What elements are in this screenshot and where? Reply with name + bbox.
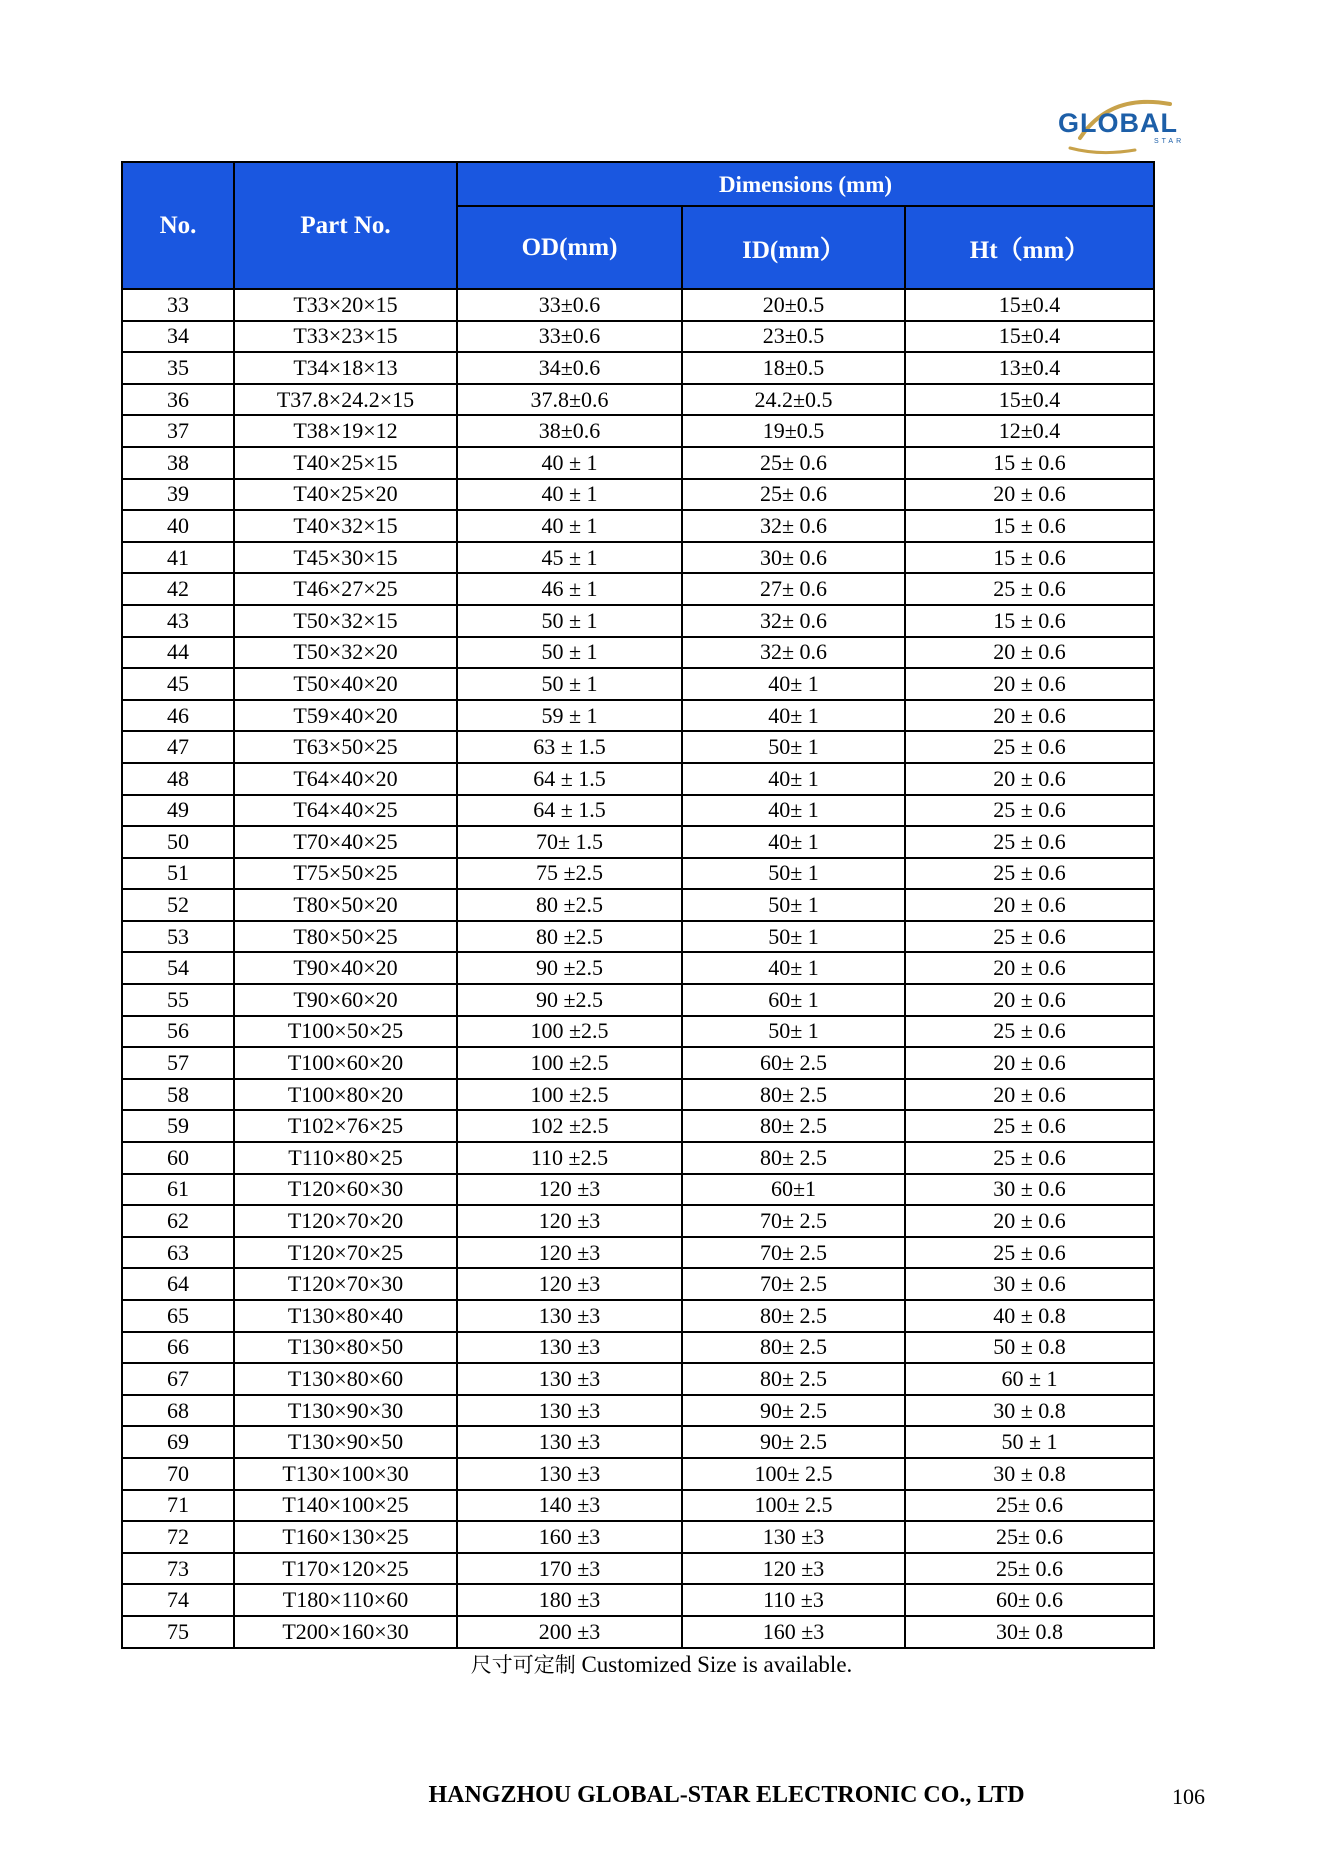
header-od: OD(mm) <box>457 206 682 289</box>
cell-ht: 30± 0.8 <box>905 1616 1154 1648</box>
cell-id: 60±1 <box>682 1174 905 1206</box>
cell-id: 90± 2.5 <box>682 1426 905 1458</box>
cell-od: 75 ±2.5 <box>457 858 682 890</box>
table-row <box>122 1584 1154 1616</box>
table-row <box>122 1047 1154 1079</box>
cell-no: 46 <box>122 700 234 732</box>
cell-no: 60 <box>122 1142 234 1174</box>
cell-id: 50± 1 <box>682 731 905 763</box>
cell-id: 50± 1 <box>682 1016 905 1048</box>
table-row <box>122 1395 1154 1427</box>
cell-id: 40± 1 <box>682 952 905 984</box>
cell-part-no: T102×76×25 <box>234 1110 457 1142</box>
cell-od: 59 ± 1 <box>457 700 682 732</box>
cell-part-no: T100×50×25 <box>234 1016 457 1048</box>
cell-no: 67 <box>122 1363 234 1395</box>
table-row <box>122 731 1154 763</box>
cell-id: 27± 0.6 <box>682 573 905 605</box>
table-row <box>122 795 1154 827</box>
table-row <box>122 1142 1154 1174</box>
cell-part-no: T90×60×20 <box>234 984 457 1016</box>
cell-ht: 15±0.4 <box>905 384 1154 416</box>
header-part-no: Part No. <box>234 162 457 289</box>
table-row <box>122 384 1154 416</box>
cell-part-no: T130×80×40 <box>234 1300 457 1332</box>
note-text: Customized Size is available. <box>581 1652 853 1677</box>
cell-od: 102 ±2.5 <box>457 1110 682 1142</box>
cell-part-no: T130×80×50 <box>234 1332 457 1364</box>
cell-id: 40± 1 <box>682 700 905 732</box>
cell-id: 50± 1 <box>682 921 905 953</box>
cell-part-no: T140×100×25 <box>234 1490 457 1522</box>
table-row <box>122 352 1154 384</box>
cell-part-no: T59×40×20 <box>234 700 457 732</box>
cell-part-no: T130×90×50 <box>234 1426 457 1458</box>
cell-part-no: T45×30×15 <box>234 542 457 574</box>
cell-part-no: T40×25×20 <box>234 479 457 511</box>
cell-ht: 15±0.4 <box>905 321 1154 353</box>
cell-part-no: T120×70×25 <box>234 1237 457 1269</box>
cell-id: 25± 0.6 <box>682 447 905 479</box>
table-row <box>122 415 1154 447</box>
cell-part-no: T120×70×20 <box>234 1205 457 1237</box>
cell-ht: 30 ± 0.6 <box>905 1174 1154 1206</box>
cell-no: 63 <box>122 1237 234 1269</box>
cell-part-no: T64×40×20 <box>234 763 457 795</box>
cell-no: 55 <box>122 984 234 1016</box>
cell-no: 50 <box>122 826 234 858</box>
cell-ht: 60± 0.6 <box>905 1584 1154 1616</box>
cell-od: 120 ±3 <box>457 1205 682 1237</box>
cell-ht: 25 ± 0.6 <box>905 1237 1154 1269</box>
cell-part-no: T130×100×30 <box>234 1458 457 1490</box>
cell-part-no: T180×110×60 <box>234 1584 457 1616</box>
table-row <box>122 763 1154 795</box>
cell-part-no: T33×23×15 <box>234 321 457 353</box>
cell-od: 63 ± 1.5 <box>457 731 682 763</box>
cell-id: 80± 2.5 <box>682 1110 905 1142</box>
cell-id: 60± 1 <box>682 984 905 1016</box>
cell-no: 35 <box>122 352 234 384</box>
cell-no: 44 <box>122 637 234 669</box>
dimensions-table <box>121 161 1155 1649</box>
table-row <box>122 1616 1154 1648</box>
cell-part-no: T90×40×20 <box>234 952 457 984</box>
cell-id: 160 ±3 <box>682 1616 905 1648</box>
cell-ht: 15 ± 0.6 <box>905 542 1154 574</box>
cell-ht: 25 ± 0.6 <box>905 1142 1154 1174</box>
table-row <box>122 510 1154 542</box>
cell-ht: 25 ± 0.6 <box>905 573 1154 605</box>
cell-od: 64 ± 1.5 <box>457 763 682 795</box>
cell-ht: 15 ± 0.6 <box>905 447 1154 479</box>
cell-part-no: T46×27×25 <box>234 573 457 605</box>
cell-ht: 20 ± 0.6 <box>905 637 1154 669</box>
cell-part-no: T40×25×15 <box>234 447 457 479</box>
cell-ht: 12±0.4 <box>905 415 1154 447</box>
cell-od: 90 ±2.5 <box>457 952 682 984</box>
cell-no: 65 <box>122 1300 234 1332</box>
table-row <box>122 1110 1154 1142</box>
cell-od: 50 ± 1 <box>457 605 682 637</box>
cell-id: 70± 2.5 <box>682 1205 905 1237</box>
cell-ht: 25 ± 0.6 <box>905 858 1154 890</box>
cell-id: 50± 1 <box>682 889 905 921</box>
logo-subtext: STAR <box>1154 138 1185 145</box>
cell-ht: 25 ± 0.6 <box>905 795 1154 827</box>
cell-no: 75 <box>122 1616 234 1648</box>
table-row <box>122 921 1154 953</box>
table-row <box>122 889 1154 921</box>
cell-ht: 25± 0.6 <box>905 1521 1154 1553</box>
cell-part-no: T40×32×15 <box>234 510 457 542</box>
cell-ht: 20 ± 0.6 <box>905 700 1154 732</box>
cell-id: 80± 2.5 <box>682 1079 905 1111</box>
table-row <box>122 1363 1154 1395</box>
cell-od: 200 ±3 <box>457 1616 682 1648</box>
cell-part-no: T63×50×25 <box>234 731 457 763</box>
cell-od: 110 ±2.5 <box>457 1142 682 1174</box>
cell-no: 74 <box>122 1584 234 1616</box>
cell-ht: 25± 0.6 <box>905 1490 1154 1522</box>
cell-ht: 20 ± 0.6 <box>905 668 1154 700</box>
cell-no: 41 <box>122 542 234 574</box>
cell-id: 25± 0.6 <box>682 479 905 511</box>
cell-no: 38 <box>122 447 234 479</box>
table-row <box>122 573 1154 605</box>
cell-id: 100± 2.5 <box>682 1458 905 1490</box>
cell-id: 70± 2.5 <box>682 1237 905 1269</box>
cell-part-no: T80×50×25 <box>234 921 457 953</box>
cell-id: 30± 0.6 <box>682 542 905 574</box>
cell-ht: 50 ± 1 <box>905 1426 1154 1458</box>
cell-ht: 25 ± 0.6 <box>905 921 1154 953</box>
cell-ht: 50 ± 0.8 <box>905 1332 1154 1364</box>
table-row <box>122 1521 1154 1553</box>
cell-no: 59 <box>122 1110 234 1142</box>
cell-no: 62 <box>122 1205 234 1237</box>
cell-id: 110 ±3 <box>682 1584 905 1616</box>
table-row <box>122 1079 1154 1111</box>
cell-ht: 60 ± 1 <box>905 1363 1154 1395</box>
cell-no: 61 <box>122 1174 234 1206</box>
cell-part-no: T100×80×20 <box>234 1079 457 1111</box>
cell-no: 72 <box>122 1521 234 1553</box>
cell-no: 64 <box>122 1268 234 1300</box>
page-number: 106 <box>1172 1784 1205 1809</box>
cell-id: 40± 1 <box>682 763 905 795</box>
cell-id: 100± 2.5 <box>682 1490 905 1522</box>
cell-od: 140 ±3 <box>457 1490 682 1522</box>
table-row <box>122 1426 1154 1458</box>
cell-part-no: T50×32×15 <box>234 605 457 637</box>
table-row <box>122 1332 1154 1364</box>
cell-no: 69 <box>122 1426 234 1458</box>
cell-od: 33±0.6 <box>457 289 682 321</box>
cell-ht: 15 ± 0.6 <box>905 605 1154 637</box>
cell-no: 39 <box>122 479 234 511</box>
cell-no: 71 <box>122 1490 234 1522</box>
cell-part-no: T200×160×30 <box>234 1616 457 1648</box>
cell-id: 32± 0.6 <box>682 605 905 637</box>
cell-id: 130 ±3 <box>682 1521 905 1553</box>
cell-ht: 15±0.4 <box>905 289 1154 321</box>
table-row <box>122 1490 1154 1522</box>
cell-no: 40 <box>122 510 234 542</box>
cell-od: 120 ±3 <box>457 1268 682 1300</box>
table-row <box>122 1016 1154 1048</box>
cell-od: 46 ± 1 <box>457 573 682 605</box>
cell-ht: 25± 0.6 <box>905 1553 1154 1585</box>
cell-part-no: T38×19×12 <box>234 415 457 447</box>
cell-od: 180 ±3 <box>457 1584 682 1616</box>
cell-part-no: T50×32×20 <box>234 637 457 669</box>
cell-od: 160 ±3 <box>457 1521 682 1553</box>
header-no: No. <box>122 162 234 289</box>
cell-part-no: T34×18×13 <box>234 352 457 384</box>
cell-od: 100 ±2.5 <box>457 1047 682 1079</box>
cell-no: 51 <box>122 858 234 890</box>
cell-od: 130 ±3 <box>457 1458 682 1490</box>
cell-no: 42 <box>122 573 234 605</box>
cell-id: 40± 1 <box>682 826 905 858</box>
cell-ht: 20 ± 0.6 <box>905 1205 1154 1237</box>
cell-od: 80 ±2.5 <box>457 889 682 921</box>
cell-part-no: T100×60×20 <box>234 1047 457 1079</box>
cell-part-no: T75×50×25 <box>234 858 457 890</box>
cell-od: 130 ±3 <box>457 1395 682 1427</box>
cell-od: 45 ± 1 <box>457 542 682 574</box>
cell-od: 130 ±3 <box>457 1300 682 1332</box>
cell-id: 80± 2.5 <box>682 1363 905 1395</box>
table-row <box>122 1174 1154 1206</box>
cell-no: 66 <box>122 1332 234 1364</box>
cell-id: 50± 1 <box>682 858 905 890</box>
cell-part-no: T70×40×25 <box>234 826 457 858</box>
cell-ht: 25 ± 0.6 <box>905 1110 1154 1142</box>
cell-od: 40 ± 1 <box>457 479 682 511</box>
table-row <box>122 1458 1154 1490</box>
cell-ht: 25 ± 0.6 <box>905 731 1154 763</box>
cell-id: 32± 0.6 <box>682 637 905 669</box>
table-row <box>122 479 1154 511</box>
cell-ht: 20 ± 0.6 <box>905 984 1154 1016</box>
cell-no: 73 <box>122 1553 234 1585</box>
table-row <box>122 668 1154 700</box>
cell-od: 38±0.6 <box>457 415 682 447</box>
cell-od: 100 ±2.5 <box>457 1016 682 1048</box>
cell-ht: 25 ± 0.6 <box>905 1016 1154 1048</box>
cell-no: 36 <box>122 384 234 416</box>
cell-no: 58 <box>122 1079 234 1111</box>
table-row <box>122 1268 1154 1300</box>
cell-od: 90 ±2.5 <box>457 984 682 1016</box>
cell-no: 70 <box>122 1458 234 1490</box>
cell-part-no: T50×40×20 <box>234 668 457 700</box>
cell-no: 68 <box>122 1395 234 1427</box>
table-row <box>122 700 1154 732</box>
cell-ht: 25 ± 0.6 <box>905 826 1154 858</box>
cell-no: 48 <box>122 763 234 795</box>
cell-no: 53 <box>122 921 234 953</box>
cell-od: 120 ±3 <box>457 1237 682 1269</box>
cell-od: 170 ±3 <box>457 1553 682 1585</box>
cell-no: 43 <box>122 605 234 637</box>
cell-id: 40± 1 <box>682 795 905 827</box>
cell-od: 70± 1.5 <box>457 826 682 858</box>
cell-id: 40± 1 <box>682 668 905 700</box>
header-id: ID(mm） <box>682 206 905 289</box>
company-logo <box>1050 98 1210 158</box>
table-body <box>122 289 1154 1648</box>
cell-od: 64 ± 1.5 <box>457 795 682 827</box>
cell-ht: 20 ± 0.6 <box>905 889 1154 921</box>
cell-part-no: T37.8×24.2×15 <box>234 384 457 416</box>
cell-od: 50 ± 1 <box>457 668 682 700</box>
cell-no: 54 <box>122 952 234 984</box>
table-row <box>122 321 1154 353</box>
cell-od: 100 ±2.5 <box>457 1079 682 1111</box>
cell-no: 47 <box>122 731 234 763</box>
cell-od: 40 ± 1 <box>457 447 682 479</box>
cell-ht: 15 ± 0.6 <box>905 510 1154 542</box>
cell-no: 56 <box>122 1016 234 1048</box>
cell-part-no: T33×20×15 <box>234 289 457 321</box>
table-row <box>122 1205 1154 1237</box>
footer-company-name: HANGZHOU GLOBAL-STAR ELECTRONIC CO., LTD <box>428 1782 1025 1808</box>
logo-wordmark: GLOBAL <box>1058 108 1178 138</box>
header-dimensions: Dimensions (mm) <box>457 162 1154 206</box>
cell-od: 130 ±3 <box>457 1332 682 1364</box>
cell-no: 52 <box>122 889 234 921</box>
cell-od: 34±0.6 <box>457 352 682 384</box>
table-row <box>122 447 1154 479</box>
cell-no: 57 <box>122 1047 234 1079</box>
cell-ht: 20 ± 0.6 <box>905 1079 1154 1111</box>
cell-ht: 20 ± 0.6 <box>905 1047 1154 1079</box>
customization-note <box>0 1649 1323 1679</box>
cell-od: 50 ± 1 <box>457 637 682 669</box>
cell-part-no: T160×130×25 <box>234 1521 457 1553</box>
cell-part-no: T120×60×30 <box>234 1174 457 1206</box>
cell-id: 60± 2.5 <box>682 1047 905 1079</box>
cell-id: 19±0.5 <box>682 415 905 447</box>
cell-od: 40 ± 1 <box>457 510 682 542</box>
cell-part-no: T120×70×30 <box>234 1268 457 1300</box>
cell-ht: 20 ± 0.6 <box>905 952 1154 984</box>
cell-no: 45 <box>122 668 234 700</box>
cell-part-no: T64×40×25 <box>234 795 457 827</box>
cell-ht: 20 ± 0.6 <box>905 479 1154 511</box>
cell-ht: 40 ± 0.8 <box>905 1300 1154 1332</box>
cell-od: 130 ±3 <box>457 1363 682 1395</box>
cell-part-no: T110×80×25 <box>234 1142 457 1174</box>
table-row <box>122 1553 1154 1585</box>
table-row <box>122 1300 1154 1332</box>
cell-ht: 30 ± 0.6 <box>905 1268 1154 1300</box>
table-row <box>122 637 1154 669</box>
cell-ht: 13±0.4 <box>905 352 1154 384</box>
table-row <box>122 984 1154 1016</box>
cell-id: 23±0.5 <box>682 321 905 353</box>
cell-id: 80± 2.5 <box>682 1142 905 1174</box>
cell-no: 33 <box>122 289 234 321</box>
cell-od: 120 ±3 <box>457 1174 682 1206</box>
table-row <box>122 542 1154 574</box>
table-row <box>122 952 1154 984</box>
table-row <box>122 826 1154 858</box>
cell-id: 80± 2.5 <box>682 1300 905 1332</box>
cell-part-no: T80×50×20 <box>234 889 457 921</box>
cell-id: 70± 2.5 <box>682 1268 905 1300</box>
cell-part-no: T170×120×25 <box>234 1553 457 1585</box>
cell-od: 80 ±2.5 <box>457 921 682 953</box>
cell-no: 37 <box>122 415 234 447</box>
table-row <box>122 858 1154 890</box>
table-row <box>122 605 1154 637</box>
cell-no: 49 <box>122 795 234 827</box>
cell-ht: 30 ± 0.8 <box>905 1458 1154 1490</box>
cell-part-no: T130×90×30 <box>234 1395 457 1427</box>
cell-id: 90± 2.5 <box>682 1395 905 1427</box>
cell-od: 33±0.6 <box>457 321 682 353</box>
cell-ht: 20 ± 0.6 <box>905 763 1154 795</box>
cell-ht: 30 ± 0.8 <box>905 1395 1154 1427</box>
cell-id: 24.2±0.5 <box>682 384 905 416</box>
cell-id: 80± 2.5 <box>682 1332 905 1364</box>
cell-id: 18±0.5 <box>682 352 905 384</box>
table-row <box>122 289 1154 321</box>
table-row <box>122 1237 1154 1269</box>
cell-od: 130 ±3 <box>457 1426 682 1458</box>
cell-id: 32± 0.6 <box>682 510 905 542</box>
header-ht: Ht（mm） <box>905 206 1154 289</box>
note-cjk: 尺寸可定制 <box>470 1653 576 1677</box>
cell-id: 20±0.5 <box>682 289 905 321</box>
cell-part-no: T130×80×60 <box>234 1363 457 1395</box>
cell-id: 120 ±3 <box>682 1553 905 1585</box>
cell-no: 34 <box>122 321 234 353</box>
cell-od: 37.8±0.6 <box>457 384 682 416</box>
